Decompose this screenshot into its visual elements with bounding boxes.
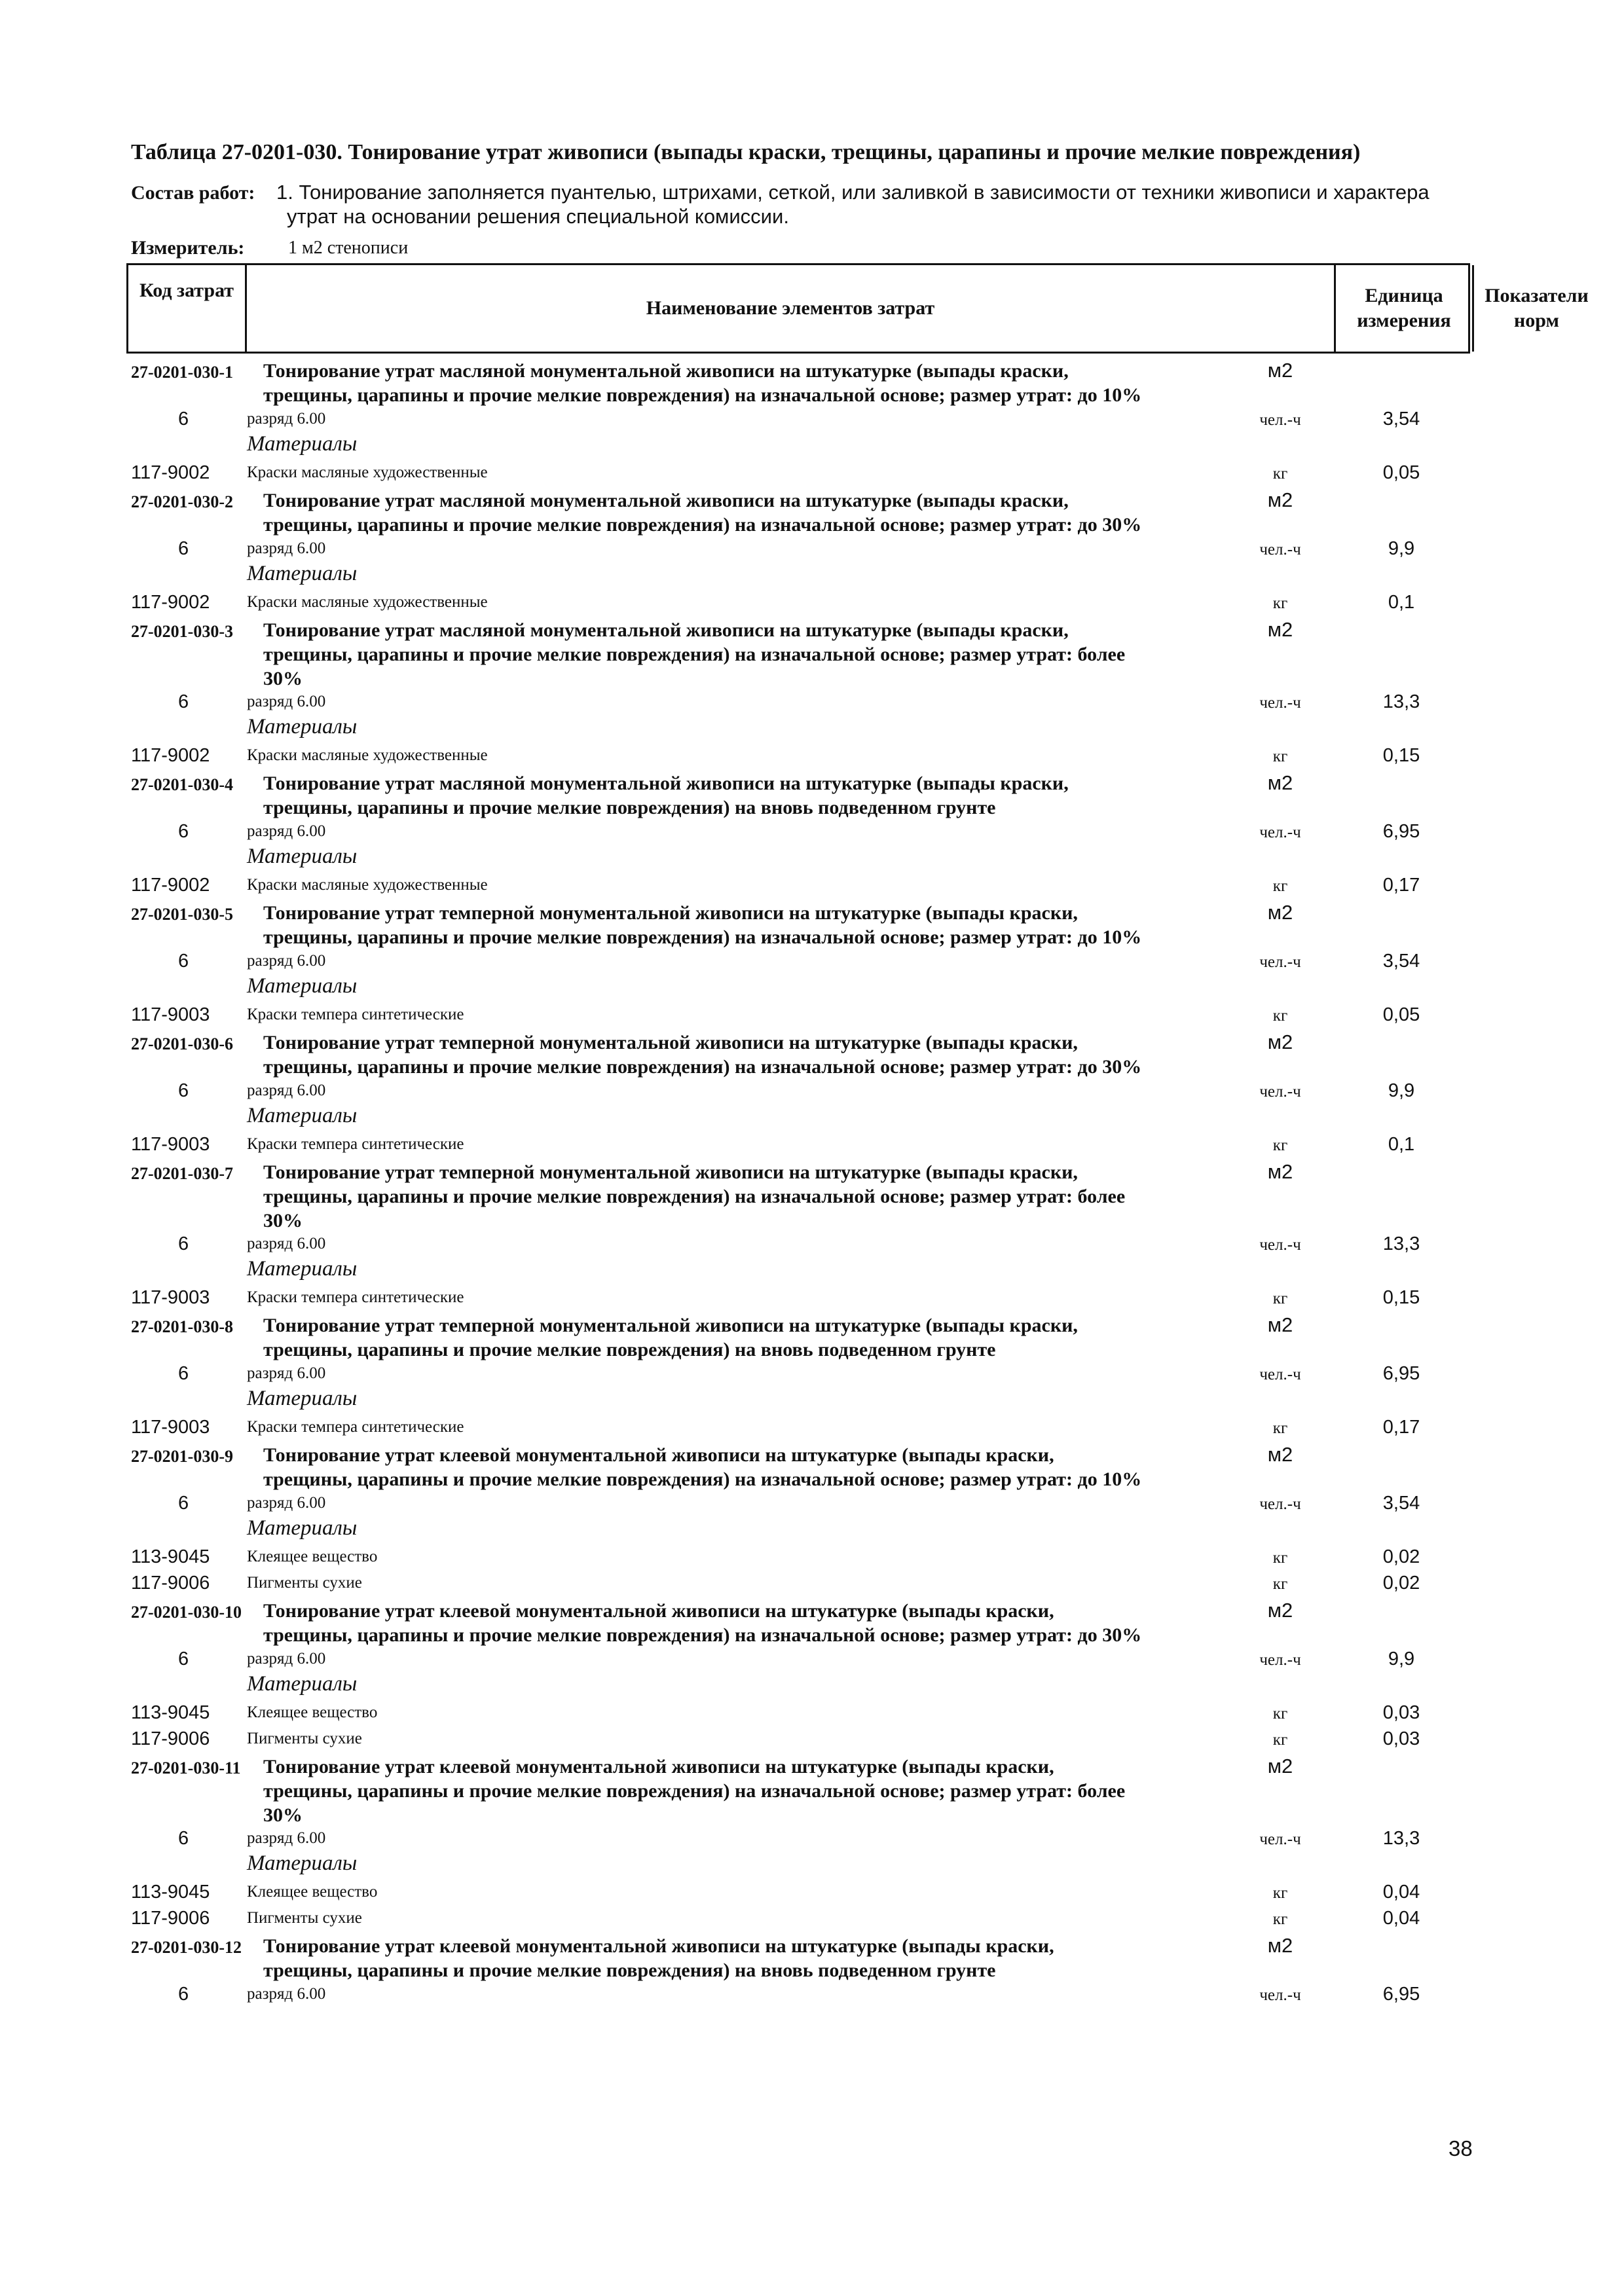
row-code: 113-9045 [131,1546,210,1567]
row-unit: м2 [1267,488,1293,511]
row-code: 6 [178,951,189,972]
row-name-line: Тонирование утрат темперной монументальной живописи на штукатурке (выпады краски, [263,902,1078,924]
row-name-line: трещины, царапины и прочие мелкие повреждения) на вновь подведенном грунте [263,1959,996,1981]
row-name-line: 30% [263,668,303,689]
row-unit: чел.-ч [1259,1236,1301,1254]
row-unit: кг [1272,1731,1288,1749]
row-name: Краски темпера синтетические [247,1418,464,1436]
row-name-line: трещины, царапины и прочие мелкие повреждения) на вновь подведенном грунте [263,797,996,818]
row-name: разряд 6.00 [247,822,326,840]
row-unit: кг [1272,1575,1288,1593]
row-value: 0,15 [1382,1287,1420,1308]
row-name-line: Тонирование утрат темперной монументальной живописи на штукатурке (выпады краски, [263,1315,1078,1336]
row-unit: чел.-ч [1259,411,1301,429]
row-value: 0,03 [1382,1702,1420,1723]
row-name-line: Тонирование утрат темперной монументальной живописи на штукатурке (выпады краски, [263,1032,1078,1053]
meter-value: 1 м2 стенописи [288,238,409,258]
row-value: 3,54 [1382,409,1420,429]
row-unit: чел.-ч [1259,824,1301,841]
materials-heading: Материалы [247,1672,358,1696]
row-unit: чел.-ч [1259,541,1301,558]
row-code: 113-9045 [131,1882,210,1903]
row-code: 6 [178,821,189,842]
row-unit: чел.-ч [1259,1366,1301,1383]
row-unit: м2 [1267,1755,1293,1777]
row-name-line: Тонирование утрат масляной монументальной живописи на штукатурке (выпады краски, [263,773,1069,794]
row-name-line: Тонирование утрат масляной монументальной живописи на штукатурке (выпады краски, [263,360,1069,382]
row-name-line: Тонирование утрат клеевой монументальной живописи на штукатурке (выпады краски, [263,1756,1054,1777]
row-unit: чел.-ч [1259,1083,1301,1101]
header-norm [1474,265,1599,352]
row-unit: м2 [1267,901,1293,924]
header-unit-line-1: Единица [1365,285,1443,306]
materials-heading: Материалы [247,1851,358,1875]
row-value: 9,9 [1388,1649,1415,1669]
header-norm-line-1: Показатели [1485,285,1589,306]
row-code: 27-0201-030-12 [131,1938,242,1957]
row-unit: м2 [1267,1934,1293,1957]
row-code: 6 [178,691,189,712]
row-code: 117-9003 [131,1287,210,1308]
row-name-line: трещины, царапины и прочие мелкие повреждения) на вновь подведенном грунте [263,1339,996,1360]
row-name: разряд 6.00 [247,1235,326,1252]
row-name: Пигменты сухие [247,1574,362,1592]
row-name-line: трещины, царапины и прочие мелкие повреждения) на изначальной основе; размер утрат: до 30% [263,1056,1142,1078]
row-unit: чел.-ч [1259,1986,1301,2004]
row-unit: кг [1272,1419,1288,1437]
row-code: 27-0201-030-1 [131,363,233,382]
row-unit: кг [1272,594,1288,612]
row-unit: кг [1272,1705,1288,1722]
row-name: разряд 6.00 [247,1829,326,1847]
row-code: 27-0201-030-9 [131,1447,233,1466]
meter-label: Измеритель: [131,237,245,259]
row-name-line: трещины, царапины и прочие мелкие повреждения) на изначальной основе; размер утрат: до 10% [263,1468,1142,1490]
row-code: 6 [178,1984,189,2005]
row-value: 6,95 [1382,821,1420,842]
row-value: 0,1 [1388,1134,1415,1155]
row-value: 0,17 [1382,1417,1420,1438]
row-code: 27-0201-030-5 [131,905,233,924]
row-code: 117-9003 [131,1004,210,1025]
row-name-line: трещины, царапины и прочие мелкие повреждения) на изначальной основе; размер утрат: до 10% [263,926,1142,948]
row-code: 6 [178,538,189,559]
row-code: 6 [178,1080,189,1101]
table-title: Таблица 27-0201-030. Тонирование утрат живописи (выпады краски, трещины, царапины и прочие мелкие повреждения) [131,140,1361,164]
row-unit: м2 [1267,1160,1293,1183]
row-name-line: трещины, царапины и прочие мелкие повреждения) на изначальной основе; размер утрат: более [263,1780,1126,1802]
row-unit: кг [1272,748,1288,765]
row-unit: м2 [1267,359,1293,382]
row-unit: кг [1272,1884,1288,1902]
header-unit [1336,265,1472,352]
row-unit: м2 [1267,1443,1293,1466]
row-name: Пигменты сухие [247,1730,362,1747]
row-code: 27-0201-030-11 [131,1758,241,1777]
row-value: 13,3 [1382,1233,1420,1254]
row-value: 0,04 [1382,1882,1420,1903]
row-value: 6,95 [1382,1984,1420,2005]
row-unit: кг [1272,1290,1288,1307]
row-code: 117-9002 [131,875,210,896]
row-name-line: 30% [263,1804,303,1826]
row-unit: м2 [1267,618,1293,641]
row-value: 0,17 [1382,875,1420,896]
work-composition-line-2: утрат на основании решения специальной комиссии. [287,205,789,228]
row-unit: кг [1272,1910,1288,1928]
materials-heading: Материалы [247,974,358,998]
row-name: Краски масляные художественные [247,876,488,894]
row-code: 117-9006 [131,1728,210,1749]
row-name-line: трещины, царапины и прочие мелкие повреждения) на изначальной основе; размер утрат: до 10% [263,384,1142,406]
row-unit: чел.-ч [1259,953,1301,971]
row-code: 6 [178,1493,189,1514]
row-unit: кг [1272,1549,1288,1567]
row-name: разряд 6.00 [247,1494,326,1512]
row-value: 0,05 [1382,1004,1420,1025]
row-value: 0,04 [1382,1908,1420,1929]
row-name-line: трещины, царапины и прочие мелкие повреждения) на изначальной основе; размер утрат: до 30% [263,514,1142,536]
row-value: 0,03 [1382,1728,1420,1749]
row-code: 27-0201-030-10 [131,1603,242,1622]
row-name: Краски масляные художественные [247,464,488,481]
header-name: Наименование элементов затрат [646,297,935,319]
row-name: разряд 6.00 [247,1985,326,2003]
row-value: 0,1 [1388,592,1415,613]
row-unit: м2 [1267,1313,1293,1336]
row-name: Краски масляные художественные [247,593,488,611]
row-name-line: Тонирование утрат клеевой монументальной живописи на штукатурке (выпады краски, [263,1935,1054,1957]
row-unit: кг [1272,1137,1288,1154]
row-name: Краски масляные художественные [247,746,488,764]
row-name: Краски темпера синтетические [247,1135,464,1153]
materials-heading: Материалы [247,1516,358,1540]
row-code: 117-9006 [131,1908,210,1929]
row-code: 113-9045 [131,1702,210,1723]
row-name-line: Тонирование утрат клеевой монументальной живописи на штукатурке (выпады краски, [263,1444,1054,1466]
row-name: разряд 6.00 [247,952,326,970]
row-name: Клеящее вещество [247,1548,378,1565]
row-name: Пигменты сухие [247,1909,362,1927]
row-name-line: Тонирование утрат масляной монументальной живописи на штукатурке (выпады краски, [263,490,1069,511]
row-code: 117-9002 [131,592,210,613]
materials-heading: Материалы [247,562,358,585]
row-value: 0,02 [1382,1546,1420,1567]
row-code: 27-0201-030-7 [131,1164,233,1183]
header-unit-line-2: измерения [1357,310,1451,331]
row-unit: кг [1272,1007,1288,1025]
row-name: разряд 6.00 [247,539,326,557]
row-name: Клеящее вещество [247,1704,378,1721]
row-value: 0,05 [1382,462,1420,483]
row-unit: чел.-ч [1259,1831,1301,1848]
row-code: 117-9003 [131,1134,210,1155]
row-code: 6 [178,1363,189,1384]
materials-heading: Материалы [247,1104,358,1127]
page-number: 38 [1449,2136,1473,2160]
row-name: разряд 6.00 [247,1082,326,1099]
work-composition-line-1: 1. Тонирование заполняется пуантелью, штрихами, сеткой, или заливкой в зависимости от техники живописи и характера [276,181,1430,204]
row-unit: м2 [1267,1599,1293,1622]
row-code: 117-9006 [131,1573,210,1594]
table-header [126,263,1589,354]
header-code: Код затрат [139,280,234,301]
header-norm-line-2: норм [1514,310,1559,331]
row-code: 6 [178,1233,189,1254]
row-unit: кг [1272,877,1288,895]
row-code: 117-9002 [131,745,210,766]
row-name: Краски темпера синтетические [247,1006,464,1023]
row-value: 9,9 [1388,1080,1415,1101]
row-name-line: Тонирование утрат масляной монументальной живописи на штукатурке (выпады краски, [263,619,1069,641]
row-name: разряд 6.00 [247,410,326,428]
materials-heading: Материалы [247,1387,358,1410]
row-name-line: Тонирование утрат темперной монументальной живописи на штукатурке (выпады краски, [263,1161,1078,1183]
row-unit: кг [1272,465,1288,483]
row-code: 27-0201-030-3 [131,622,233,641]
row-code: 27-0201-030-2 [131,492,233,511]
row-unit: м2 [1267,771,1293,794]
row-value: 6,95 [1382,1363,1420,1384]
row-name: разряд 6.00 [247,1364,326,1382]
work-composition-label: Состав работ: [131,182,255,204]
row-name-line: трещины, царапины и прочие мелкие повреждения) на изначальной основе; размер утрат: до 30% [263,1624,1142,1646]
row-code: 117-9003 [131,1417,210,1438]
materials-heading: Материалы [247,1257,358,1281]
row-code: 6 [178,1649,189,1669]
row-code: 27-0201-030-8 [131,1317,233,1336]
row-name: разряд 6.00 [247,693,326,710]
row-name-line: Тонирование утрат клеевой монументальной живописи на штукатурке (выпады краски, [263,1600,1054,1622]
row-unit: чел.-ч [1259,694,1301,712]
row-unit: м2 [1267,1030,1293,1053]
row-value: 13,3 [1382,1828,1420,1849]
row-name: разряд 6.00 [247,1650,326,1667]
row-code: 6 [178,1828,189,1849]
materials-heading: Материалы [247,715,358,738]
row-code: 27-0201-030-4 [131,775,233,794]
row-value: 3,54 [1382,1493,1420,1514]
row-value: 0,15 [1382,745,1420,766]
row-name-line: трещины, царапины и прочие мелкие повреждения) на изначальной основе; размер утрат: более [263,1186,1126,1207]
row-name: Краски темпера синтетические [247,1288,464,1306]
row-value: 0,02 [1382,1573,1420,1594]
row-value: 13,3 [1382,691,1420,712]
materials-heading: Материалы [247,845,358,868]
row-code: 27-0201-030-6 [131,1034,233,1053]
materials-heading: Материалы [247,432,358,456]
row-code: 6 [178,409,189,429]
row-name-line: трещины, царапины и прочие мелкие повреждения) на изначальной основе; размер утрат: более [263,644,1126,665]
row-name-line: 30% [263,1210,303,1231]
row-value: 9,9 [1388,538,1415,559]
row-value: 3,54 [1382,951,1420,972]
row-unit: чел.-ч [1259,1651,1301,1669]
row-code: 117-9002 [131,462,210,483]
row-unit: чел.-ч [1259,1495,1301,1513]
row-name: Клеящее вещество [247,1883,378,1901]
